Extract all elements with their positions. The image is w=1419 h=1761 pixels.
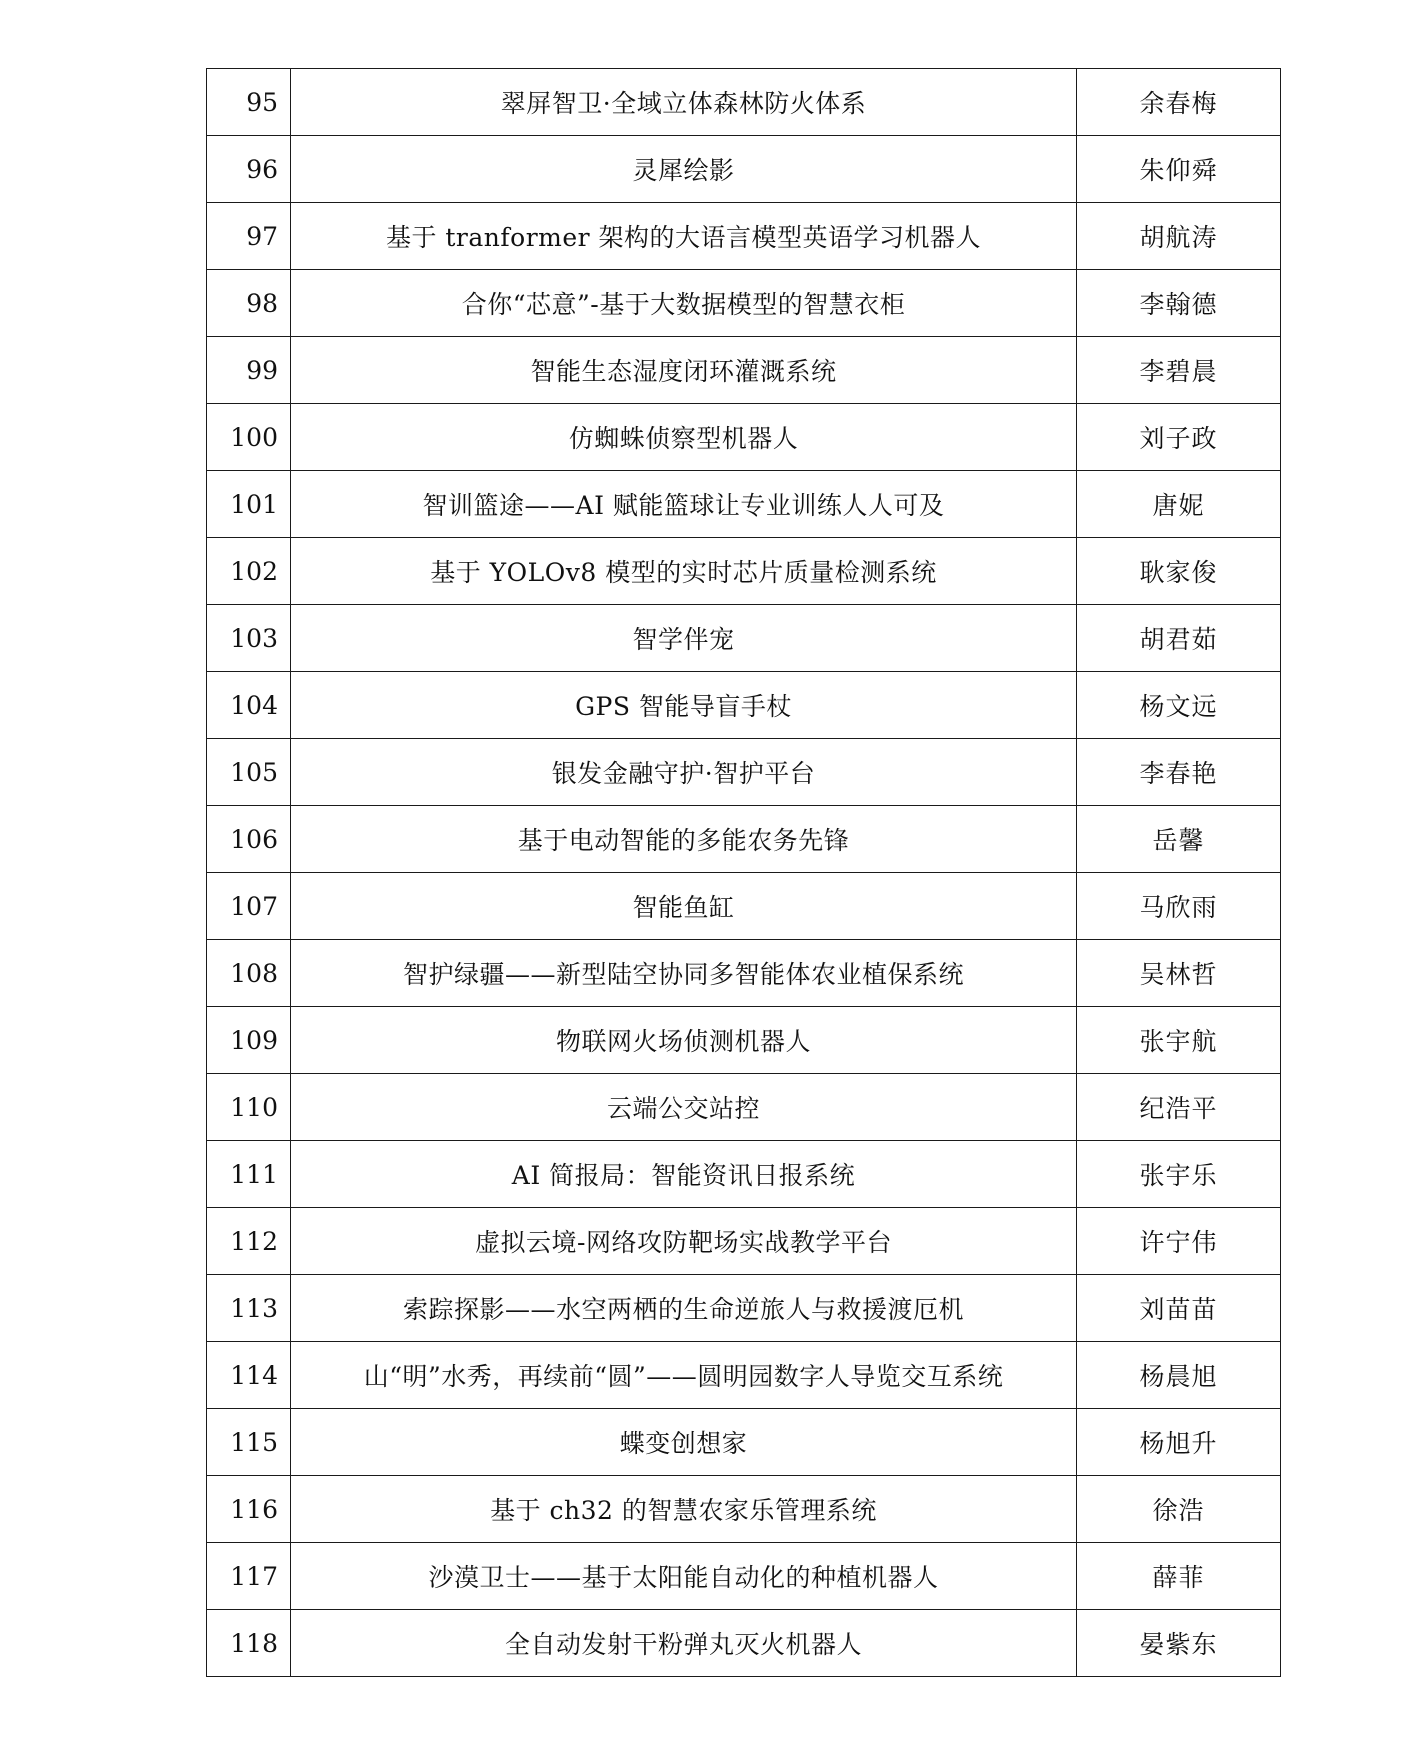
row-number-cell: 102: [207, 538, 291, 605]
table-row: [207, 1275, 1281, 1342]
table-row: [207, 806, 1281, 873]
leader-name-cell: 张宇航: [1077, 1007, 1281, 1074]
project-title-cell: 基于 ch32 的智慧农家乐管理系统: [291, 1476, 1077, 1543]
table-row: [207, 605, 1281, 672]
project-title-cell: 山“明”水秀，再续前“圆”——圆明园数字人导览交互系统: [291, 1342, 1077, 1409]
table-row: [207, 538, 1281, 605]
leader-name-cell: 余春梅: [1077, 69, 1281, 136]
row-number-cell: 105: [207, 739, 291, 806]
project-title-cell: 基于电动智能的多能农务先锋: [291, 806, 1077, 873]
project-title-cell: 物联网火场侦测机器人: [291, 1007, 1077, 1074]
leader-name-cell: 刘苗苗: [1077, 1275, 1281, 1342]
project-title-cell: 智训篮途——AI 赋能篮球让专业训练人人可及: [291, 471, 1077, 538]
table-row: [207, 1476, 1281, 1543]
row-number-cell: 116: [207, 1476, 291, 1543]
row-number-cell: 98: [207, 270, 291, 337]
leader-name-cell: 朱仰舜: [1077, 136, 1281, 203]
project-table: [206, 68, 1281, 1677]
project-title-cell: 云端公交站控: [291, 1074, 1077, 1141]
leader-name-cell: 晏紫东: [1077, 1610, 1281, 1677]
row-number-cell: 97: [207, 203, 291, 270]
project-table-body: [207, 69, 1281, 1677]
table-row: [207, 337, 1281, 404]
project-title-cell: 智学伴宠: [291, 605, 1077, 672]
row-number-cell: 114: [207, 1342, 291, 1409]
project-title-cell: 仿蜘蛛侦察型机器人: [291, 404, 1077, 471]
leader-name-cell: 杨晨旭: [1077, 1342, 1281, 1409]
row-number-cell: 111: [207, 1141, 291, 1208]
leader-name-cell: 杨旭升: [1077, 1409, 1281, 1476]
project-title-cell: 合你“芯意”-基于大数据模型的智慧衣柜: [291, 270, 1077, 337]
table-row: [207, 1141, 1281, 1208]
row-number-cell: 103: [207, 605, 291, 672]
table-row: [207, 1007, 1281, 1074]
project-title-cell: 索踪探影——水空两栖的生命逆旅人与救援渡厄机: [291, 1275, 1077, 1342]
table-row: [207, 404, 1281, 471]
table-row: [207, 1543, 1281, 1610]
project-title-cell: 灵犀绘影: [291, 136, 1077, 203]
row-number-cell: 110: [207, 1074, 291, 1141]
leader-name-cell: 吴林哲: [1077, 940, 1281, 1007]
project-title-cell: 翠屏智卫·全域立体森林防火体系: [291, 69, 1077, 136]
row-number-cell: 108: [207, 940, 291, 1007]
table-row: [207, 1342, 1281, 1409]
row-number-cell: 100: [207, 404, 291, 471]
leader-name-cell: 岳馨: [1077, 806, 1281, 873]
project-title-cell: 蝶变创想家: [291, 1409, 1077, 1476]
table-row: [207, 1610, 1281, 1677]
project-title-cell: 智护绿疆——新型陆空协同多智能体农业植保系统: [291, 940, 1077, 1007]
row-number-cell: 99: [207, 337, 291, 404]
leader-name-cell: 马欣雨: [1077, 873, 1281, 940]
table-row: [207, 1208, 1281, 1275]
leader-name-cell: 刘子政: [1077, 404, 1281, 471]
row-number-cell: 117: [207, 1543, 291, 1610]
leader-name-cell: 许宁伟: [1077, 1208, 1281, 1275]
project-title-cell: 基于 YOLOv8 模型的实时芯片质量检测系统: [291, 538, 1077, 605]
table-row: [207, 739, 1281, 806]
row-number-cell: 107: [207, 873, 291, 940]
project-title-cell: 智能鱼缸: [291, 873, 1077, 940]
row-number-cell: 109: [207, 1007, 291, 1074]
project-title-cell: 基于 tranformer 架构的大语言模型英语学习机器人: [291, 203, 1077, 270]
table-row: [207, 1409, 1281, 1476]
row-number-cell: 101: [207, 471, 291, 538]
row-number-cell: 95: [207, 69, 291, 136]
table-row: [207, 69, 1281, 136]
leader-name-cell: 李碧晨: [1077, 337, 1281, 404]
row-number-cell: 104: [207, 672, 291, 739]
row-number-cell: 106: [207, 806, 291, 873]
table-row: [207, 471, 1281, 538]
row-number-cell: 113: [207, 1275, 291, 1342]
row-number-cell: 112: [207, 1208, 291, 1275]
table-row: [207, 203, 1281, 270]
table-row: [207, 136, 1281, 203]
leader-name-cell: 胡航涛: [1077, 203, 1281, 270]
project-title-cell: 虚拟云境-网络攻防靶场实战教学平台: [291, 1208, 1077, 1275]
project-title-cell: 银发金融守护·智护平台: [291, 739, 1077, 806]
leader-name-cell: 杨文远: [1077, 672, 1281, 739]
leader-name-cell: 李翰德: [1077, 270, 1281, 337]
project-title-cell: 沙漠卫士——基于太阳能自动化的种植机器人: [291, 1543, 1077, 1610]
project-title-cell: GPS 智能导盲手杖: [291, 672, 1077, 739]
leader-name-cell: 纪浩平: [1077, 1074, 1281, 1141]
table-row: [207, 940, 1281, 1007]
leader-name-cell: 胡君茹: [1077, 605, 1281, 672]
project-title-cell: 全自动发射干粉弹丸灭火机器人: [291, 1610, 1077, 1677]
row-number-cell: 118: [207, 1610, 291, 1677]
table-row: [207, 1074, 1281, 1141]
leader-name-cell: 张宇乐: [1077, 1141, 1281, 1208]
table-row: [207, 270, 1281, 337]
row-number-cell: 115: [207, 1409, 291, 1476]
leader-name-cell: 唐妮: [1077, 471, 1281, 538]
leader-name-cell: 耿家俊: [1077, 538, 1281, 605]
leader-name-cell: 薛菲: [1077, 1543, 1281, 1610]
leader-name-cell: 徐浩: [1077, 1476, 1281, 1543]
project-title-cell: AI 简报局：智能资讯日报系统: [291, 1141, 1077, 1208]
table-row: [207, 873, 1281, 940]
table-row: [207, 672, 1281, 739]
row-number-cell: 96: [207, 136, 291, 203]
leader-name-cell: 李春艳: [1077, 739, 1281, 806]
project-title-cell: 智能生态湿度闭环灌溉系统: [291, 337, 1077, 404]
